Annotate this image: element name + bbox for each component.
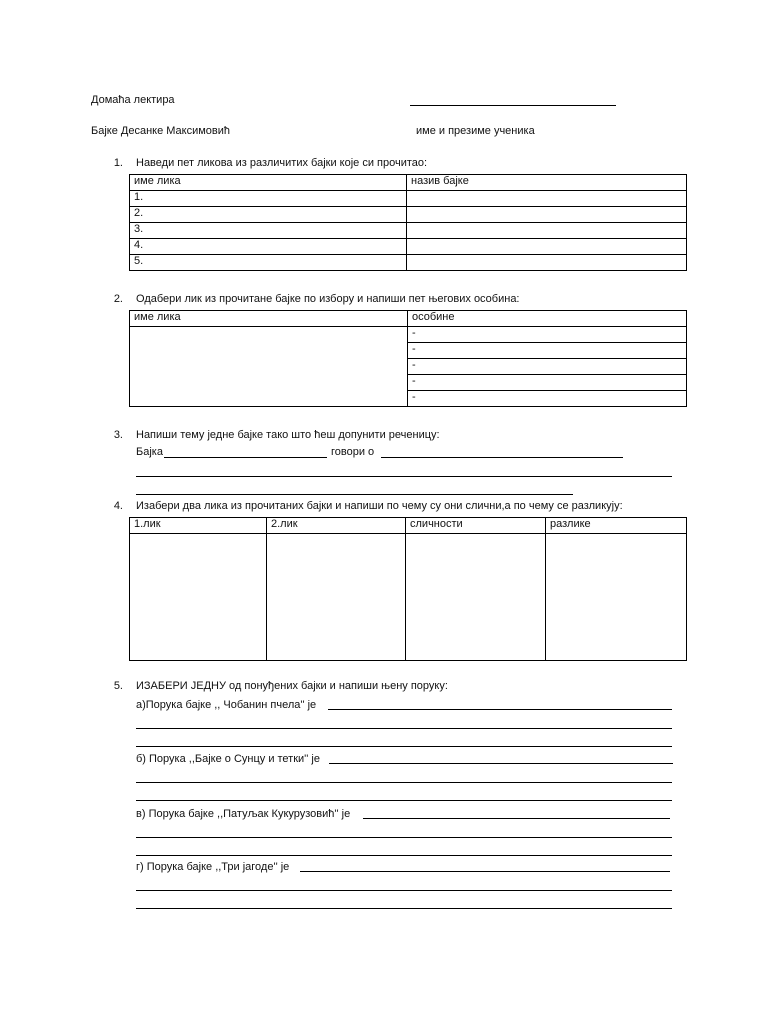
q3-answer-line[interactable] [136,467,672,477]
q3-text: Напиши тему једне бајке тако што ћеш допунити реченицу: [136,429,440,441]
q5-number: 5. [113,680,123,692]
q1-row-label: 2. [130,207,407,223]
q1-answer-cell[interactable] [407,223,687,239]
student-name-line[interactable] [410,95,616,106]
book-title: Бајке Десанке Максимовић [91,125,231,137]
q1-answer-cell[interactable] [407,239,687,255]
q5-option-v: в) Порука бајке ,,Патуљак Кукурузовић'' је [136,808,351,820]
student-name-label: име и презиме ученика [416,125,535,137]
q3-tale-blank[interactable] [164,448,327,458]
subject-title: Домаћа лектира [91,94,175,106]
q4-table [129,517,687,661]
q2-trait-cell[interactable]: - [408,359,687,375]
q2-trait-cell[interactable]: - [408,327,687,343]
q5-option-b: б) Порука ,,Бајке о Сунцу и тетки'' је [136,753,320,765]
q3-answer-line[interactable] [136,485,573,495]
q1-row-label: 3. [130,223,407,239]
q4-char1-cell[interactable] [130,534,267,661]
q1-row-label: 1. [130,191,407,207]
q4-text: Изабери два лика из прочитаних бајки и напиши по чему су они слични,а по чему се разликују: [136,500,623,512]
q2-table [129,310,687,407]
q4-col-header-char1: 1.лик [130,518,267,534]
q1-number: 1. [113,157,123,169]
q2-number: 2. [113,293,123,305]
q5-a-blank[interactable] [328,700,672,710]
q5-option-g: г) Порука бајке ,,Три јагоде'' је [136,861,290,873]
q4-col-header-similarities: сличности [406,518,546,534]
q3-number: 3. [113,429,123,441]
q5-text: ИЗАБЕРИ ЈЕДНУ од понуђених бајки и напиши њену поруку: [136,680,448,692]
q2-trait-cell[interactable]: - [408,343,687,359]
q5-g-line[interactable] [136,881,672,891]
q2-trait-cell[interactable]: - [408,375,687,391]
q1-col-header-tale: назив бајке [407,175,687,191]
q5-v-line[interactable] [136,846,672,856]
q5-g-line[interactable] [136,899,672,909]
q3-word-bajka: Бајка [136,446,163,458]
q1-table [129,174,687,271]
q4-differences-cell[interactable] [546,534,687,661]
q1-answer-cell[interactable] [407,207,687,223]
q4-col-header-differences: разлике [546,518,687,534]
q2-text: Одабери лик из прочитане бајке по избору и напиши пет његових особина: [136,293,520,305]
q5-v-blank[interactable] [363,809,670,819]
q1-col-header-name: име лика [130,175,407,191]
q5-b-blank[interactable] [329,754,673,764]
q4-number: 4. [113,500,123,512]
q4-similarities-cell[interactable] [406,534,546,661]
q5-a-line[interactable] [136,719,672,729]
q2-character-cell[interactable] [130,327,408,407]
q5-v-line[interactable] [136,828,672,838]
q2-col-header-traits: особине [408,311,687,327]
q5-b-line[interactable] [136,773,672,783]
q2-trait-cell[interactable]: - [408,391,687,407]
q3-word-govori: говори о [331,446,375,458]
q3-topic-blank[interactable] [381,448,623,458]
q4-char2-cell[interactable] [267,534,406,661]
q5-a-line[interactable] [136,737,672,747]
q2-col-header-name: име лика [130,311,408,327]
q5-b-line[interactable] [136,791,672,801]
q5-g-blank[interactable] [300,862,670,872]
q5-option-a: а)Порука бајке ,, Чобанин пчела'' је [136,699,317,711]
q1-text: Наведи пет ликова из различитих бајки које си прочитао: [136,157,428,169]
q1-answer-cell[interactable] [407,255,687,271]
q4-col-header-char2: 2.лик [267,518,406,534]
q1-row-label: 5. [130,255,407,271]
q1-row-label: 4. [130,239,407,255]
q1-answer-cell[interactable] [407,191,687,207]
